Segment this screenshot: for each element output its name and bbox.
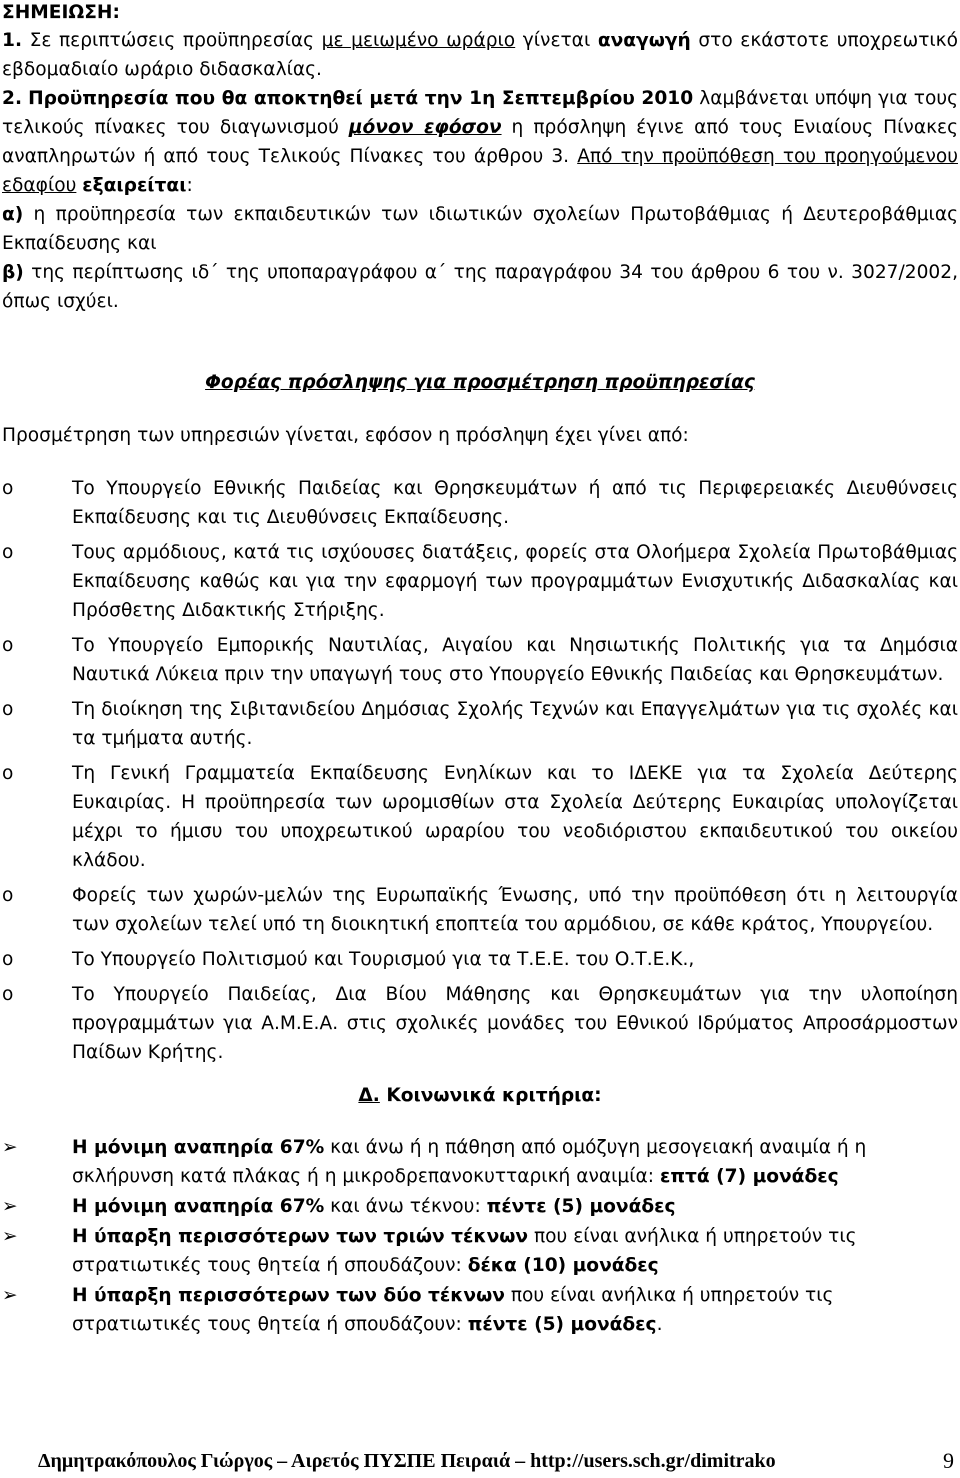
- only-if-text: μόνον εφόσον: [348, 117, 502, 138]
- note-title: ΣΗΜΕΙΩΣΗ:: [2, 2, 120, 23]
- bullet-icon: o: [2, 478, 14, 499]
- bullet-icon: o: [2, 984, 14, 1005]
- list-item: o Το Υπουργείο Παιδείας, Δια Βίου Μάθησης και Θρησκευμάτων για την υλοποίηση προγραμμάτων για Α.Μ.Ε.Α. στις σχολικές μονάδες του Εθνικού Ιδρύματος Απροσάρμοστων Παίδων Κρήτης.: [2, 980, 958, 1067]
- points-value: δέκα (10) μονάδες: [467, 1255, 659, 1276]
- normalization-text: αναγωγή: [597, 30, 691, 51]
- bullet-icon: o: [2, 699, 14, 720]
- note-item-2-number: 2.: [2, 88, 23, 109]
- list-item: o Το Υπουργείο Εμπορικής Ναυτιλίας, Αιγαίου και Νησιωτικής Πολιτικής για τα Δημόσια Ναυτικά Λύκεια πριν την υπαγωγή τους στο Υπουργείο Εθνικής Παιδείας και Θρησκευμάτων.: [2, 631, 958, 689]
- note-item-2: 2. Προϋπηρεσία που θα αποκτηθεί μετά την 1η Σεπτεμβρίου 2010 λαμβάνεται υπόψη για τους τελικούς πίνακες του διαγωνισμού μόνον εφόσον η πρόσληψη έγινε από τους Ενιαίους Πίνακες αναπληρωτών ή από τους Τελικούς Πίνακες του άρθρου 3. Από την προϋπόθεση του προηγούμενου εδαφίου εξαιρείται:: [2, 88, 958, 196]
- excluded-text: εξαιρείται: [82, 175, 187, 196]
- employer-list: [2, 474, 958, 1067]
- note-sub-a: α) η προϋπηρεσία των εκπαιδευτικών των ιδιωτικών σχολείων Πρωτοβάθμιας ή Δευτεροβάθμιας Εκπαίδευσης και: [2, 204, 958, 254]
- page-content: [2, 0, 958, 1340]
- criteria-heading: Δ. Κοινωνικά κριτήρια:: [358, 1085, 602, 1106]
- bullet-icon: o: [2, 763, 14, 784]
- arrow-bullet-icon: ➢: [2, 1137, 18, 1158]
- list-item: ➢ Η μόνιμη αναπηρία 67% και άνω τέκνου: πέντε (5) μονάδες: [2, 1192, 958, 1221]
- note-item-1: 1. Σε περιπτώσεις προϋπηρεσίας με μειωμένο ωράριο γίνεται αναγωγή στο εκάστοτε υποχρεωτικό εβδομαδιαίο ωράριο διδασκαλίας.: [2, 30, 959, 80]
- list-item: o Τη Γενική Γραμματεία Εκπαίδευσης Ενηλίκων και το ΙΔΕΚΕ για τα Σχολεία Δεύτερης Ευκαιρίας. Η προϋπηρεσία των ωρομισθίων στα Σχολεία Δεύτερης Ευκαιρίας υπολογίζεται μέχρι το ήμισυ του υποχρεωτικού ωραρίου του νεοδιόριστου εκπαιδευτικού του οικείου κλάδου.: [2, 759, 958, 875]
- criteria-list: [2, 1133, 958, 1339]
- list-item: o Το Υπουργείο Πολιτισμού και Τουρισμού για τα Τ.Ε.Ε. του Ο.Τ.Ε.Κ.,: [2, 945, 958, 974]
- points-value: πέντε (5) μονάδες: [486, 1196, 676, 1217]
- points-value: επτά (7) μονάδες: [659, 1166, 839, 1187]
- reduced-hours-text: με μειωμένο ωράριο: [321, 30, 516, 51]
- bullet-icon: o: [2, 635, 14, 656]
- footer-text: Δημητρακόπουλος Γιώργος – Αιρετός ΠΥΣΠΕ Πειραιά – http://users.sch.gr/dimitrako: [38, 1450, 776, 1472]
- list-item: o Τους αρμόδιους, κατά τις ισχύουσες διατάξεις, φορείς στα Ολοήμερα Σχολεία Πρωτοβάθμιας Εκπαίδευσης καθώς και για την εφαρμογή των προγραμμάτων Ενισχυτικής Διδασκαλίας και Πρόσθετης Διδακτικής Στήριξης.: [2, 538, 958, 625]
- arrow-bullet-icon: ➢: [2, 1196, 18, 1217]
- note-sub-b: β) της περίπτωσης ιδ΄ της υποπαραγράφου α΄ της παραγράφου 34 του άρθρου 6 του ν. 3027/2002, όπως ισχύει.: [2, 262, 958, 312]
- list-item: o Φορείς των χωρών-μελών της Ευρωπαϊκής Ένωσης, υπό την προϋπόθεση ότι η λειτουργία των σχολείων τελεί υπό τη διοικητική εποπτεία του αρμόδιου, σε κάθε κράτος, Υπουργείου.: [2, 881, 958, 939]
- list-item: o Τη διοίκηση της Σιβιτανιδείου Δημόσιας Σχολής Τεχνών και Επαγγελμάτων για τις σχολές και τα τμήματα αυτής.: [2, 695, 958, 753]
- points-value: πέντε (5) μονάδες: [467, 1314, 657, 1335]
- bullet-icon: o: [2, 885, 14, 906]
- bullet-icon: o: [2, 542, 14, 563]
- list-item: ➢ Η ύπαρξη περισσότερων των δύο τέκνων που είναι ανήλικα ή υπηρετούν τις στρατιωτικές τους θητεία ή σπουδάζουν: πέντε (5) μονάδες.: [2, 1281, 958, 1339]
- note-item-1-number: 1.: [2, 30, 23, 51]
- arrow-bullet-icon: ➢: [2, 1226, 18, 1247]
- list-item: ➢ Η ύπαρξη περισσότερων των τριών τέκνων που είναι ανήλικα ή υπηρετούν τις στρατιωτικές τους θητεία ή σπουδάζουν: δέκα (10) μονάδες: [2, 1222, 958, 1280]
- list-item: o Το Υπουργείο Εθνικής Παιδείας και Θρησκευμάτων ή από τις Περιφερειακές Διευθύνσεις Εκπαίδευσης και τις Διευθύνσεις Εκπαίδευσης.: [2, 474, 958, 532]
- section-intro: Προσμέτρηση των υπηρεσιών γίνεται, εφόσον η πρόσληψη έχει γίνει από:: [2, 425, 689, 446]
- page-footer: [38, 1449, 958, 1473]
- section-heading: Φορέας πρόσληψης για προσμέτρηση προϋπηρεσίας: [205, 372, 755, 393]
- page-number: 9: [943, 1448, 954, 1473]
- list-item: ➢ Η μόνιμη αναπηρία 67% και άνω ή η πάθηση από ομόζυγη μεσογειακή αναιμία ή η σκλήρυνση κατά πλάκας ή η μικροδρεπανοκυτταρική αναιμία: επτά (7) μονάδες: [2, 1133, 958, 1191]
- bullet-icon: o: [2, 949, 14, 970]
- arrow-bullet-icon: ➢: [2, 1285, 18, 1306]
